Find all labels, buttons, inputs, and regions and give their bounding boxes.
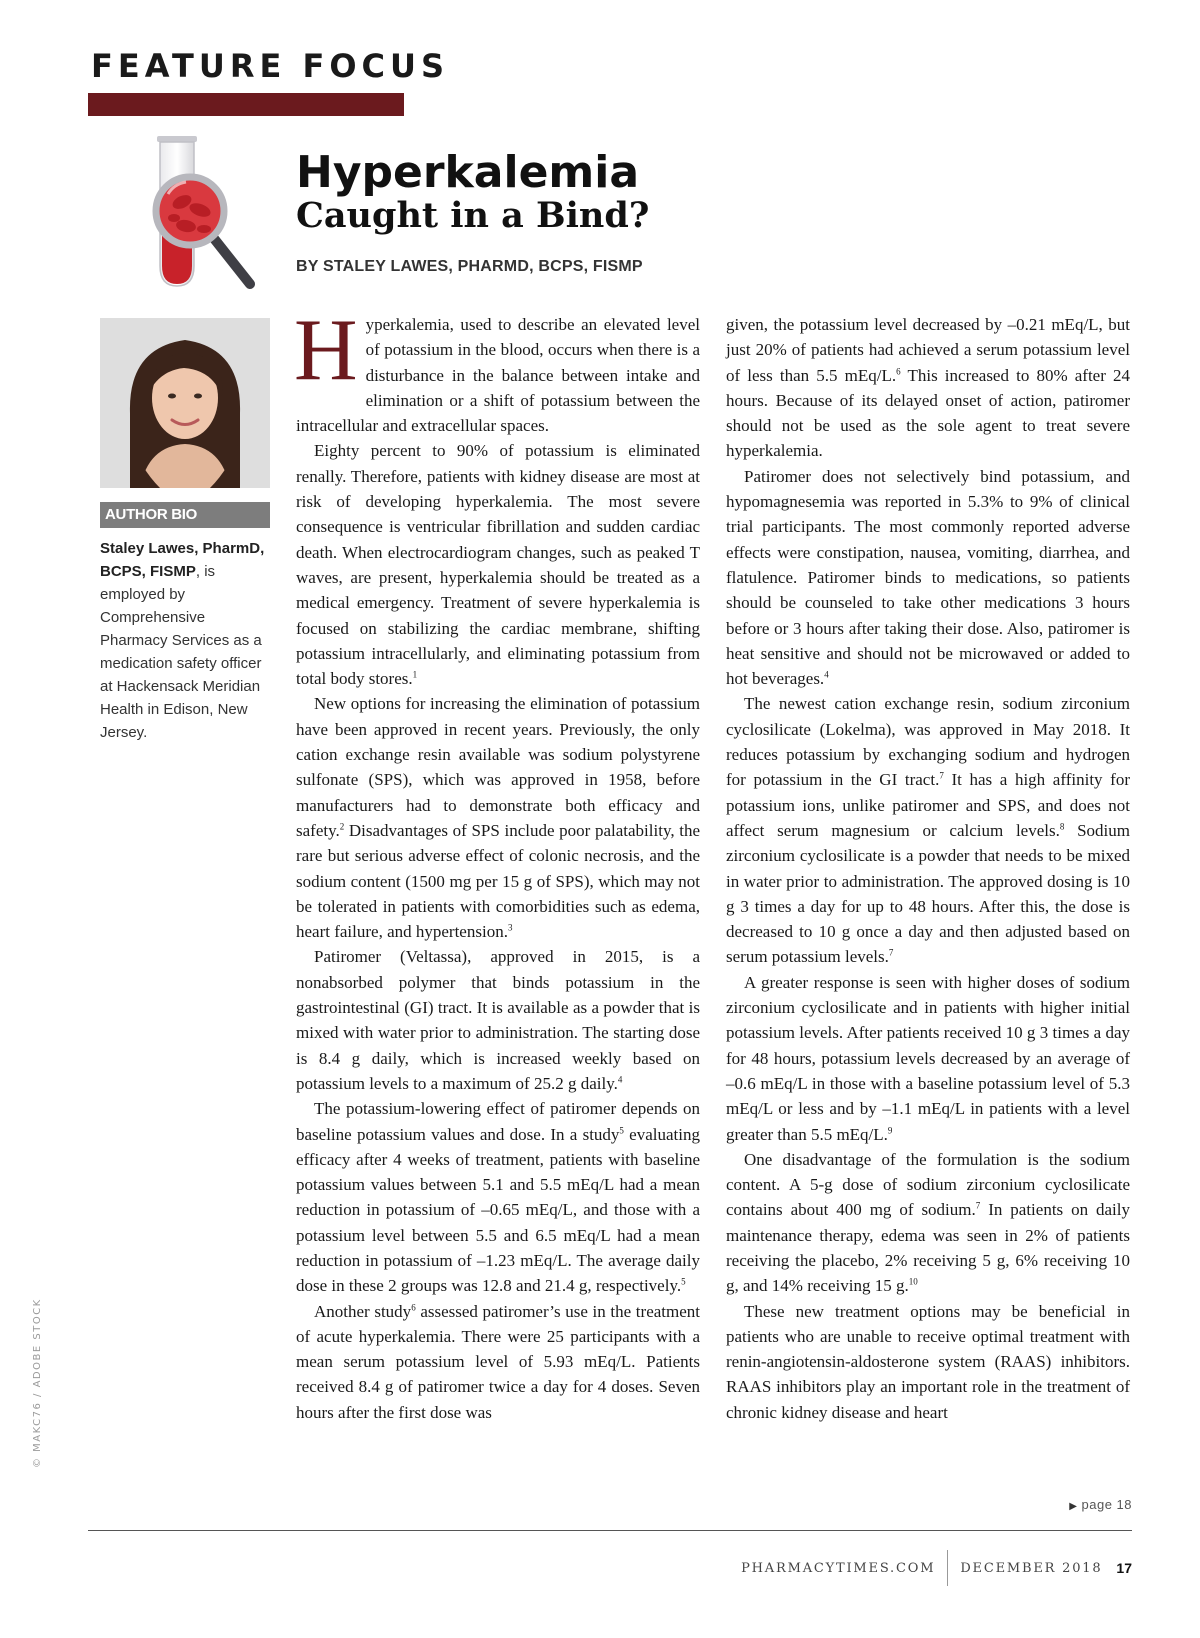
paragraph: Eighty percent to 90% of potassium is eliminated renally. Therefore, patients with kidney disease are most at risk of developing hyperkalemia. The most severe consequence is ventricular fibrillation and sudden cardiac death. When electrocardiogram changes, such as peaked T waves, are present, hyperkalemia should be treated as a medical emergency. Treatment of severe hyperkalemia is focused on stabilizing the cardiac membrane, shifting potassium intracellularly, and eliminating potassium from total body stores.$^1$	[296, 441, 700, 689]
author-bio	[100, 537, 276, 744]
paragraph: Hyperkalemia, used to describe an elevated level of potassium in the blood, occurs when there is a disturbance in the balance between intake and elimination or a shift of potassium between the intracellular and extracellular spaces.	[294, 302, 700, 436]
footnote-ref: 4	[617, 1074, 623, 1085]
author-bio-header: AUTHOR BIO	[100, 502, 270, 528]
footer-rule	[88, 1530, 1132, 1531]
triangle-right-icon: ▶	[1069, 1501, 1078, 1512]
paragraph: The newest cation exchange resin, sodium zirconium cyclosilicate (Lokelma), was approved in May 2018. It reduces potassium by exchanging sodium and hydrogen for potassium in the GI tract.$^7$ It has a high affinity for potassium ions, unlike patiromer and SPS, and does not affect serum magnesium or calcium levels.$^8$ Sodium zirconium cyclosilicate is a powder that needs to be mixed in water prior to administration. The approved dosing is 10 g 3 times a day for up to 48 hours. After this, the dose is decreased to 10 g once a day and then adjusted based on serum potassium levels.$^7$	[726, 694, 1130, 967]
continued-label: page 18	[1081, 1497, 1132, 1512]
section-accent-bar	[88, 93, 404, 116]
paragraph: These new treatment options may be beneficial in patients who are unable to receive optimal treatment with renin-angiotensin-aldosterone system (RAAS) inhibitors. RAAS inhibitors play an important role in the treatment of chronic kidney disease and heart	[726, 1301, 1130, 1422]
photo-credit: © MAKC76 / ADOBE STOCK	[32, 1298, 43, 1468]
continued-link[interactable]	[1069, 1497, 1132, 1512]
paragraph: A greater response is seen with higher doses of sodium zirconium cyclosilicate and in patients with higher initial potassium levels. After patients received 10 g 3 times a day for 48 hours, potassium levels decreased by an average of –0.6 mEq/L in those with a baseline potassium level of 5.3 mEq/L or less and by –1.1 mEq/L in patients with a level greater than 5.5 mEq/L.$^9$	[726, 972, 1130, 1144]
paragraph: One disadvantage of the formulation is the sodium content. A 5-g dose of sodium zirconium cyclosilicate contains about 400 mg of sodium.$^7$ In patients on daily maintenance therapy, edema was seen in 2% of patients receiving the placebo, 2% receiving 5 g, 6% receiving 10 g, and 14% receiving 15 g.$^{10}$	[726, 1149, 1131, 1296]
footnote-ref: 8	[1059, 821, 1065, 832]
footnote-ref: 6	[411, 1301, 416, 1312]
footnote-ref: 3	[507, 922, 513, 933]
paragraph: Patiromer does not selectively bind potassium, and hypomagnesemia was reported in 5.3% to 9% of clinical trial participants. The most commonly reported adverse effects were constipation, nausea, vomiting, diarrhea, and flatulence. Patiromer binds to medications, so patients should be counseled to take other medications 3 hours before or 3 hours after taking their dose. Also, patiromer is heat sensitive and should not be microwaved or added to hot beverages.$^4$	[726, 466, 1130, 689]
article-header	[296, 147, 896, 276]
paragraph: Another study$^6$ assessed patiromer’s use in the treatment of acute hyperkalemia. There were 25 participants with a mean serum potassium level of 5.93 mEq/L. Patients received 8.4 g of patiromer twice a day for 4 doses. Seven hours after the first dose was	[296, 1301, 700, 1422]
paragraph: Patiromer (Veltassa), approved in 2015, is a nonabsorbed polymer that binds potassium in the gastrointestinal (GI) tract. It is available as a powder that is mixed with water prior to administration. The starting dose is 8.4 g daily, which is increased weekly based on potassium levels to a maximum of 25.2 g daily.$^4$	[296, 947, 700, 1093]
page-footer	[741, 1550, 1132, 1586]
article-column-2	[726, 312, 1130, 1425]
footnote-ref: 6	[896, 365, 901, 376]
article-byline: BY STALEY LAWES, PHARMD, BCPS, FISMP	[296, 258, 643, 276]
footnote-ref: 7	[939, 770, 944, 781]
footer-site: PHARMACYTIMES.COM	[741, 1560, 936, 1576]
author-bio-name: Staley Lawes, PharmD, BCPS, FISMP	[100, 540, 265, 580]
footnote-ref: 5	[619, 1124, 624, 1135]
footnote-ref: 1	[412, 669, 418, 680]
author-bio-text: , is employed by Comprehensive Pharmacy Services as a medication safety officer at Hackensack Meridian Health in Edison, New Jersey.	[100, 563, 262, 741]
article-title: Hyperkalemia	[296, 147, 640, 198]
footnote-ref: 10	[908, 1276, 918, 1287]
footnote-ref: 5	[681, 1276, 686, 1287]
section-label: FEATURE FOCUS	[91, 47, 450, 85]
footnote-ref: 9	[887, 1124, 893, 1135]
author-photo	[100, 318, 270, 488]
footnote-ref: 4	[824, 669, 829, 680]
footer-divider	[947, 1550, 948, 1586]
footnote-ref: 7	[975, 1200, 981, 1211]
footnote-ref: 2	[339, 821, 345, 832]
footnote-ref: 7	[888, 947, 894, 958]
paragraph: given, the potassium level decreased by –0.21 mEq/L, but just 20% of patients had achieved a serum potassium level of less than 5.5 mEq/L.$^6$ This increased to 80% after 24 hours. Because of its delayed onset of action, patiromer should not be used as the sole agent to treat severe hyperkalemia.	[726, 315, 1130, 461]
drop-cap: H	[294, 302, 358, 399]
test-tube-magnifier-icon	[138, 136, 266, 292]
footer-issue: DECEMBER 2018	[960, 1560, 1103, 1576]
article-subtitle: Caught in a Bind?	[296, 195, 650, 237]
article-column-1	[294, 302, 700, 1425]
paragraph: New options for increasing the elimination of potassium have been approved in recent years. Previously, the only cation exchange resin available was sodium polystyrene sulfonate (SPS), which was approved in 1958, before manufacturers had to demonstrate both efficacy and safety.$^2$ Disadvantages of SPS include poor palatability, the rare but serious adverse effect of colonic necrosis, and the sodium content (1500 mg per 15 g of SPS), which may not be tolerated in patients with comorbidities such as edema, heart failure, and hypertension.$^3$	[296, 694, 700, 942]
page-number: 17	[1116, 1560, 1132, 1576]
paragraph: The potassium-lowering effect of patiromer depends on baseline potassium values and dose. In a study$^5$ evaluating efficacy after 4 weeks of treatment, patients with baseline potassium values between 5.1 and 5.5 mEq/L had a mean reduction in potassium of –0.65 mEq/L, and those with a potassium level between 5.5 and 6.5 mEq/L had a mean reduction in potassium of –1.23 mEq/L. The average daily dose in these 2 groups was 12.8 and 21.4 g, respectively.$^5$	[296, 1099, 700, 1296]
